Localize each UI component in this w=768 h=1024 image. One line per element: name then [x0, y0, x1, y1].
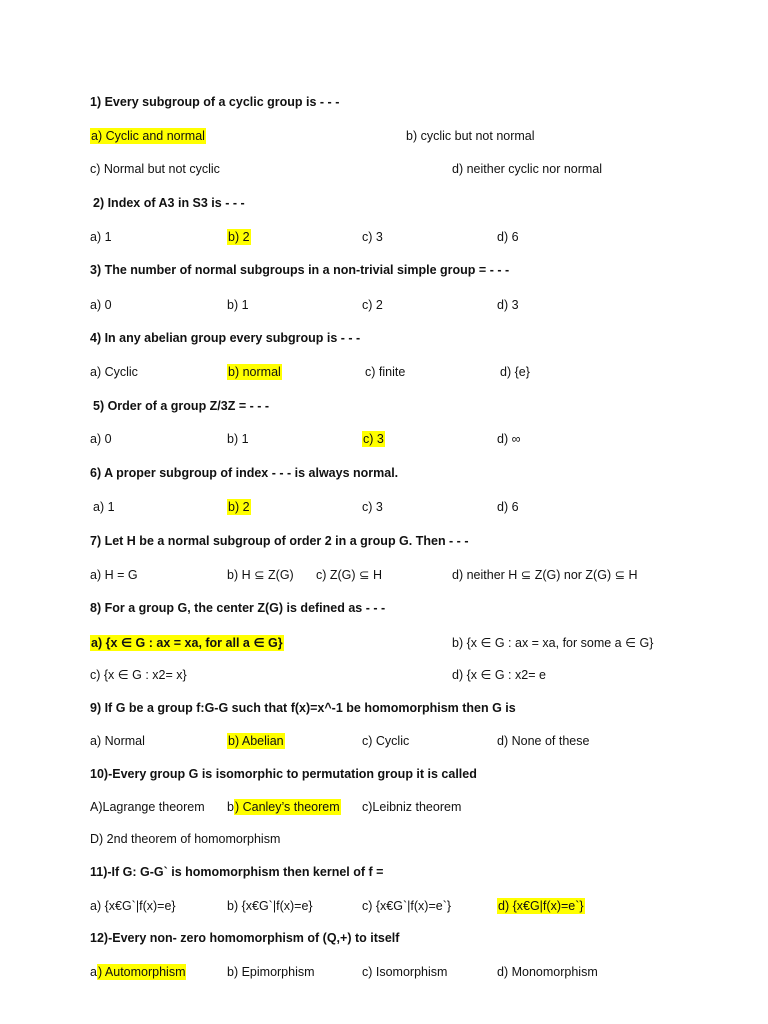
answer-option: b) {x€G`|f(x)=e} [227, 899, 313, 913]
answer-option: c) 3 [362, 500, 383, 514]
highlighted-answer: c) 3 [363, 432, 384, 446]
answer-option: a) 1 [93, 500, 115, 514]
question-text: 1) Every subgroup of a cyclic group is - - - [90, 95, 340, 109]
highlighted-answer: b) 2 [228, 230, 250, 244]
answer-option: a) Automorphism [90, 965, 186, 979]
question-text: 6) A proper subgroup of index - - - is always normal. [90, 466, 399, 480]
question-text: 7) Let H be a normal subgroup of order 2 in a group G. Then - - - [90, 534, 469, 548]
answer-option: a) Normal [90, 734, 145, 748]
answer-option: d) {x ∈ G : x2= e [452, 668, 546, 682]
answer-option: d) neither cyclic nor normal [452, 162, 603, 176]
question-text: 12)-Every non- zero homomorphism of (Q,+) to itself [90, 931, 400, 945]
answer-option: D) 2nd theorem of homomorphism [90, 832, 281, 846]
answer-option: d) 6 [497, 500, 519, 514]
answer-option [90, 128, 206, 144]
answer-option: d) None of these [497, 734, 590, 748]
answer-option [227, 733, 285, 749]
question-text: 9) If G be a group f:G-G such that f(x)=x^-1 be homomorphism then G is [90, 701, 516, 715]
answer-option: d) neither H ⊆ Z(G) nor Z(G) ⊆ H [452, 568, 638, 582]
answer-option: a) 0 [90, 298, 112, 312]
answer-option [227, 364, 282, 380]
highlighted-answer: b) normal [228, 365, 281, 379]
question-text: 4) In any abelian group every subgroup is - - - [90, 331, 361, 345]
highlighted-answer: b) Abelian [228, 734, 284, 748]
answer-option: b) 1 [227, 298, 249, 312]
answer-option: b) cyclic but not normal [406, 129, 535, 143]
answer-option: c) {x ∈ G : x2= x} [90, 668, 187, 682]
answer-option: a) 1 [90, 230, 112, 244]
answer-option: b) Canley’s theorem [227, 800, 340, 814]
answer-option: d) Monomorphism [497, 965, 598, 979]
answer-option [90, 635, 284, 651]
answer-option: a) Cyclic [90, 365, 138, 379]
answer-option: c) Isomorphism [362, 965, 448, 979]
answer-option [362, 431, 385, 447]
question-text: 2) Index of A3 in S3 is - - - [93, 196, 245, 210]
answer-option: b) 1 [227, 432, 249, 446]
answer-option: c) Z(G) ⊆ H [316, 568, 383, 582]
answer-option [497, 898, 585, 914]
question-text: 5) Order of a group Z/3Z = - - - [93, 399, 270, 413]
answer-option: a) 0 [90, 432, 112, 446]
answer-option: c)Leibniz theorem [362, 800, 462, 814]
highlighted-answer: a) Cyclic and normal [91, 129, 205, 143]
highlighted-answer: a) {x ∈ G : ax = xa, for all a ∈ G} [91, 636, 283, 650]
answer-option: d) ∞ [497, 432, 521, 446]
answer-option: c) finite [365, 365, 406, 379]
answer-option: A)Lagrange theorem [90, 800, 205, 814]
answer-option: a) {x€G`|f(x)=e} [90, 899, 176, 913]
answer-option [227, 229, 251, 245]
answer-option: d) 3 [497, 298, 519, 312]
question-text: 11)-If G: G-G` is homomorphism then kernel of f = [90, 865, 384, 879]
answer-option: c) 2 [362, 298, 383, 312]
answer-option: c) Normal but not cyclic [90, 162, 220, 176]
answer-option: d) {e} [500, 365, 530, 379]
answer-option: c) {x€G`|f(x)=e`} [362, 899, 452, 913]
question-text: 8) For a group G, the center Z(G) is defined as - - - [90, 601, 386, 615]
answer-option: d) 6 [497, 230, 519, 244]
answer-option [227, 499, 251, 515]
highlighted-answer: b) 2 [228, 500, 250, 514]
answer-option: c) Cyclic [362, 734, 410, 748]
answer-option: b) Epimorphism [227, 965, 315, 979]
answer-option: a) H = G [90, 568, 138, 582]
answer-option: c) 3 [362, 230, 383, 244]
answer-option: b) H ⊆ Z(G) [227, 568, 294, 582]
question-text: 3) The number of normal subgroups in a non-trivial simple group = - - - [90, 263, 510, 277]
question-text: 10)-Every group G is isomorphic to permutation group it is called [90, 767, 477, 781]
highlighted-answer: ) Canley’s theorem [234, 800, 340, 814]
answer-option: b) {x ∈ G : ax = xa, for some a ∈ G} [452, 636, 654, 650]
highlighted-answer: ) Automorphism [97, 965, 186, 979]
highlighted-answer: d) {x€G|f(x)=e`} [498, 899, 584, 913]
